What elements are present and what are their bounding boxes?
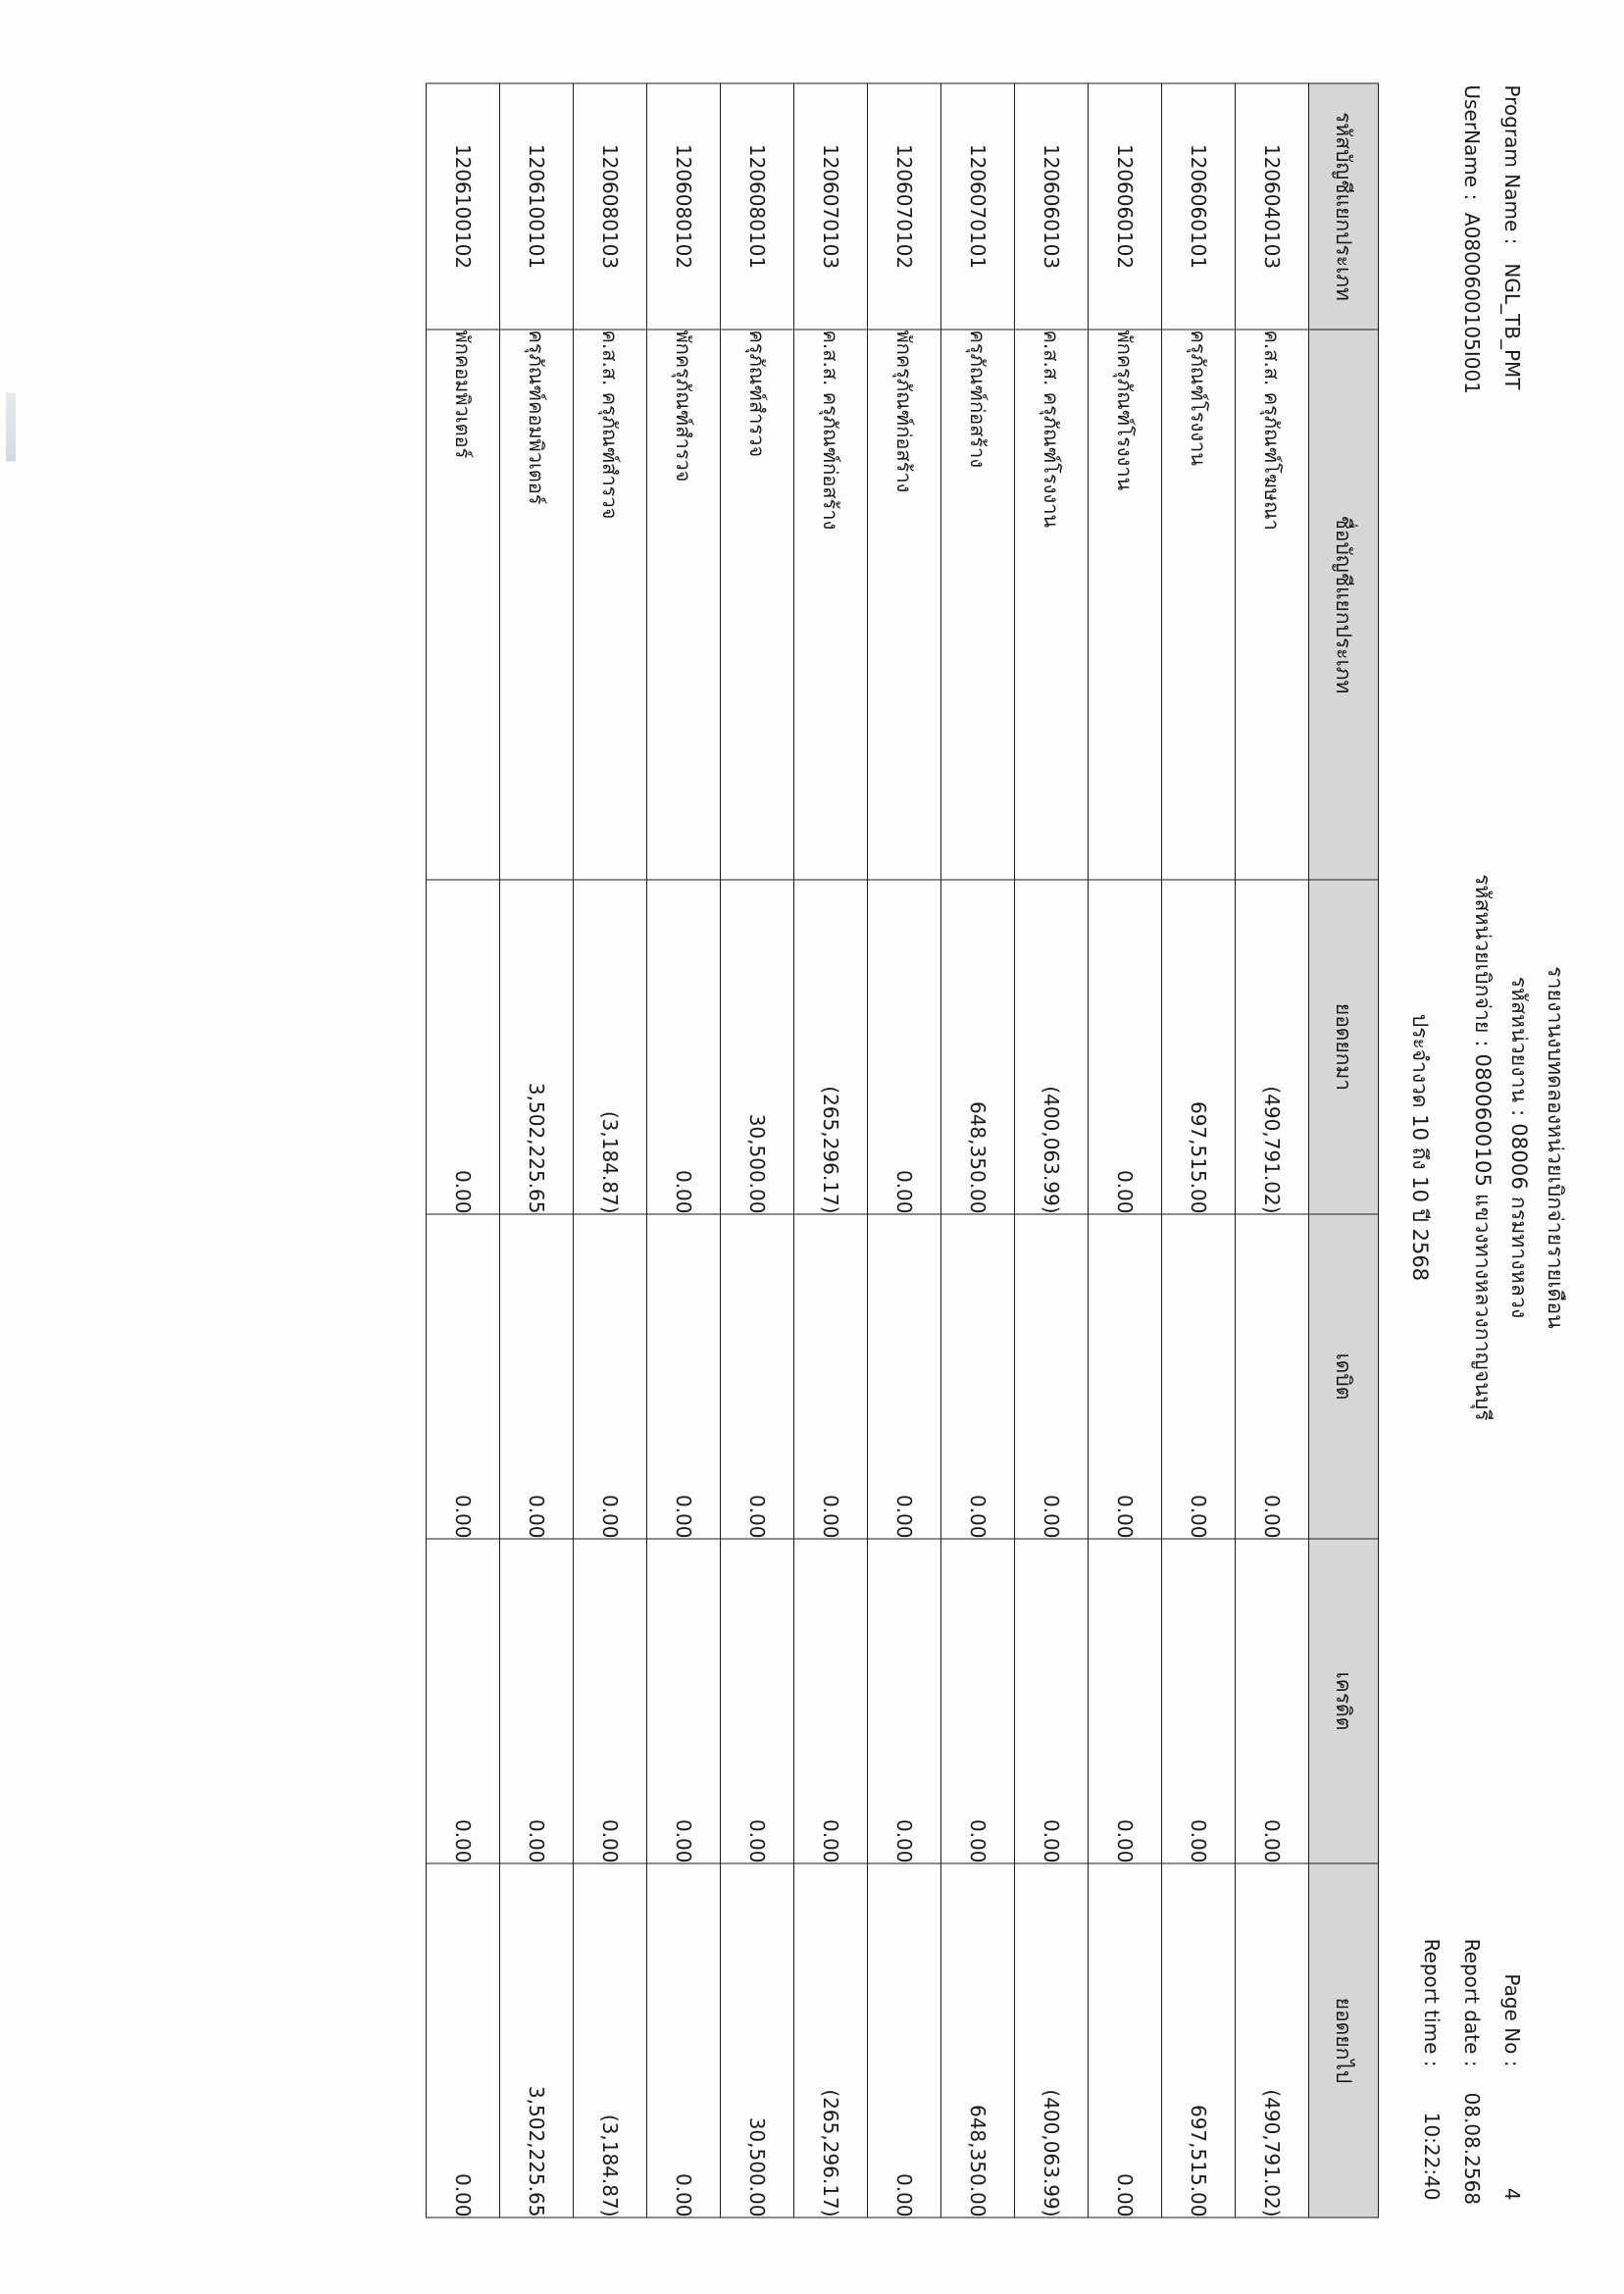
cell-debit: 0.00 (574, 1214, 647, 1539)
cell-beginning-balance: 0.00 (647, 880, 721, 1214)
report-period: ประจำงวด 10 ถึง 10 ปี 2568 (1408, 1013, 1432, 1281)
trial-balance-table (426, 82, 1379, 2218)
cell-beginning-balance: 0.00 (868, 880, 941, 1214)
cell-credit: 0.00 (427, 1539, 500, 1863)
cell-account-name: ค.ส.ส. ครุภัณฑ์สำรวจ (574, 330, 647, 880)
table-header (1309, 83, 1379, 2218)
username-value: A0800600105I001 (1460, 212, 1484, 394)
cell-debit: 0.00 (1015, 1214, 1089, 1539)
report-title: รายงานงบทดลองหน่วยเบิกจ่ายรายเดือน (1544, 965, 1567, 1329)
cell-beginning-balance: (3,184.87) (574, 880, 647, 1214)
cell-account-name: พักครุภัณฑ์ก่อสร้าง (868, 330, 941, 880)
cell-debit: 0.00 (1162, 1214, 1236, 1539)
cell-account-code: 1206070101 (941, 83, 1015, 330)
table-row (427, 83, 500, 2218)
agency-code-line: รหัสหน่วยงาน : 08006 กรมทางหลวง (1507, 976, 1532, 1318)
cell-account-name: ครุภัณฑ์โรงงาน (1162, 330, 1236, 880)
program-name-label: Program Name : (1500, 84, 1524, 244)
cell-debit: 0.00 (1089, 1214, 1162, 1539)
column-header-debit: เดบิต (1309, 1214, 1379, 1539)
table-header-row (1309, 83, 1379, 2218)
cell-credit: 0.00 (1089, 1539, 1162, 1863)
cell-ending-balance: (400,063.99) (1015, 1863, 1089, 2218)
cell-debit: 0.00 (427, 1214, 500, 1539)
cell-account-code: 1206100101 (500, 83, 574, 330)
cell-account-code: 1206100102 (427, 83, 500, 330)
cell-ending-balance: (490,791.02) (1236, 1863, 1309, 2218)
username-row (1451, 84, 1492, 393)
table-row (647, 83, 721, 2218)
cell-debit: 0.00 (1236, 1214, 1309, 1539)
cell-account-code: 1206060103 (1015, 83, 1089, 330)
cell-debit: 0.00 (500, 1214, 574, 1539)
cell-beginning-balance: 697,515.00 (1162, 880, 1236, 1214)
cell-credit: 0.00 (1015, 1539, 1089, 1863)
cell-debit: 0.00 (941, 1214, 1015, 1539)
cell-ending-balance: 697,515.00 (1162, 1863, 1236, 2218)
cell-account-name: ค.ส.ส. ครุภัณฑ์โฆษณา (1236, 330, 1309, 880)
cell-credit: 0.00 (574, 1539, 647, 1863)
report-header (1396, 0, 1573, 2294)
table-row (1015, 83, 1089, 2218)
table-row (1236, 83, 1309, 2218)
cell-account-name: ครุภัณฑ์ก่อสร้าง (941, 330, 1015, 880)
table-row (500, 83, 574, 2218)
column-header-code: รหัสบัญชีแยกประเภท (1309, 83, 1379, 330)
program-name-row (1492, 84, 1532, 393)
cell-account-code: 1206070102 (868, 83, 941, 330)
table-row (1089, 83, 1162, 2218)
cell-debit: 0.00 (647, 1214, 721, 1539)
cell-debit: 0.00 (721, 1214, 794, 1539)
cell-account-code: 1206040103 (1236, 83, 1309, 330)
cell-account-code: 1206080101 (721, 83, 794, 330)
username-label: UserName : (1460, 84, 1484, 200)
cell-account-name: ค.ส.ส. ครุภัณฑ์โรงงาน (1015, 330, 1089, 880)
scan-artifact (6, 392, 16, 461)
cell-debit: 0.00 (794, 1214, 868, 1539)
report-date-label: Report date : (1460, 1938, 1484, 2066)
table-row (868, 83, 941, 2218)
cell-credit: 0.00 (1236, 1539, 1309, 1863)
cell-ending-balance: 0.00 (868, 1863, 941, 2218)
cell-credit: 0.00 (941, 1539, 1015, 1863)
cell-beginning-balance: 3,502,225.65 (500, 880, 574, 1214)
cell-account-code: 1206070103 (794, 83, 868, 330)
cell-ending-balance: (265,296.17) (794, 1863, 868, 2218)
page-no-label: Page No : (1500, 1972, 1524, 2066)
cell-debit: 0.00 (868, 1214, 941, 1539)
cell-credit: 0.00 (647, 1539, 721, 1863)
cell-beginning-balance: (490,791.02) (1236, 880, 1309, 1214)
report-time-label: Report time : (1420, 1938, 1444, 2066)
cell-account-name: ค.ส.ส. ครุภัณฑ์ก่อสร้าง (794, 330, 868, 880)
cell-account-code: 1206060102 (1089, 83, 1162, 330)
column-header-name: ชื่อบัญชีแยกประเภท (1309, 330, 1379, 880)
cell-credit: 0.00 (1162, 1539, 1236, 1863)
cell-account-name: ครุภัณฑ์คอมพิวเตอร์ (500, 330, 574, 880)
cell-account-code: 1206080102 (647, 83, 721, 330)
cell-ending-balance: (3,184.87) (574, 1863, 647, 2218)
cell-account-name: พักครุภัณฑ์สำรวจ (647, 330, 721, 880)
cell-ending-balance: 0.00 (647, 1863, 721, 2218)
cell-credit: 0.00 (868, 1539, 941, 1863)
report-time-value: 10:22:40 (1420, 2112, 1444, 2200)
cell-account-name: พักคอมพิวเตอร์ (427, 330, 500, 880)
cell-beginning-balance: (265,296.17) (794, 880, 868, 1214)
program-name-value: NGL_TB_PMT (1500, 262, 1524, 389)
table-body (427, 83, 1309, 2218)
cell-ending-balance: 3,502,225.65 (500, 1863, 574, 2218)
cell-ending-balance: 0.00 (427, 1863, 500, 2218)
column-header-ending: ยอดยกไป (1309, 1863, 1379, 2218)
table-row (1162, 83, 1236, 2218)
cell-ending-balance: 0.00 (1089, 1863, 1162, 2218)
table-row (721, 83, 794, 2218)
cell-account-name: พักครุภัณฑ์โรงงาน (1089, 330, 1162, 880)
cell-account-code: 1206080103 (574, 83, 647, 330)
column-header-credit: เครดิต (1309, 1539, 1379, 1863)
table-row (794, 83, 868, 2218)
cell-ending-balance: 648,350.00 (941, 1863, 1015, 2218)
cell-credit: 0.00 (794, 1539, 868, 1863)
cell-beginning-balance: 30,500.00 (721, 880, 794, 1214)
column-header-beginning: ยอดยกมา (1309, 880, 1379, 1214)
header-left-meta (1451, 84, 1532, 393)
disbursement-unit-line: รหัสหน่วยเบิกจ่าย : 0800600105 แขวงทางหลวงกาญจนบุรี (1471, 873, 1496, 1421)
table-row (941, 83, 1015, 2218)
report-date-value: 08.08.2568 (1460, 2092, 1484, 2205)
cell-ending-balance: 30,500.00 (721, 1863, 794, 2218)
cell-credit: 0.00 (500, 1539, 574, 1863)
cell-beginning-balance: 0.00 (1089, 880, 1162, 1214)
cell-beginning-balance: 0.00 (427, 880, 500, 1214)
cell-account-code: 1206060101 (1162, 83, 1236, 330)
cell-credit: 0.00 (721, 1539, 794, 1863)
cell-beginning-balance: (400,063.99) (1015, 880, 1089, 1214)
cell-beginning-balance: 648,350.00 (941, 880, 1015, 1214)
page-no-row (1492, 1919, 1532, 2200)
page-no-value: 4 (1500, 2187, 1524, 2200)
table-row (574, 83, 647, 2218)
cell-account-name: ครุภัณฑ์สำรวจ (721, 330, 794, 880)
report-date-row (1451, 1919, 1492, 2205)
